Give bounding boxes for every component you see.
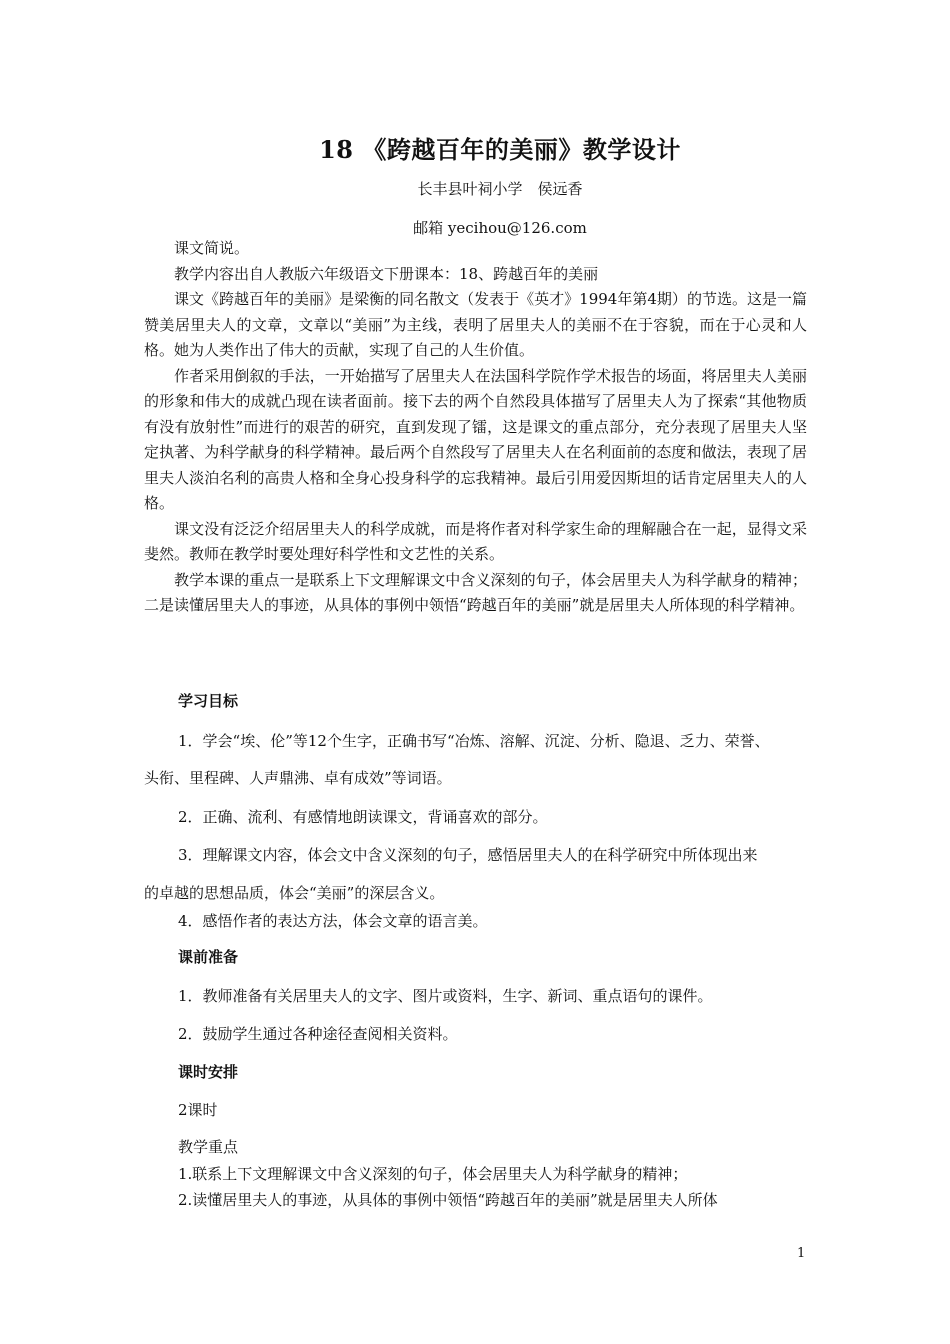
schedule-value: 2课时 xyxy=(178,1101,218,1119)
goal-item-1-line-2: 头衔、里程碑、人声鼎沸、卓有成效”等词语。 xyxy=(144,769,452,787)
email-line: 邮箱 yecihou@126.com xyxy=(413,219,587,237)
goal-item-2: 2．正确、流利、有感情地朗读课文，背诵喜欢的部分。 xyxy=(178,808,548,826)
goal-item-3-line-1: 3．理解课文内容，体会文中含义深刻的句子，感悟居里夫人的在科学研究中所体现出来 xyxy=(178,846,758,864)
intro-paragraph: 课文《跨越百年的美丽》是梁衡的同名散文（发表于《英才》1994年第4期）的节选。这是一篇赞美居里夫人的文章，文章以“美丽”为主线，表明了居里夫人的美丽不在于容貌，而在于心灵和人格。她为人类作出了伟大的贡献，实现了自己的人生价值。 xyxy=(144,290,807,359)
focus-item-2: 2.读懂居里夫人的事迹，从具体的事例中领悟“跨越百年的美丽”就是居里夫人所体 xyxy=(178,1191,718,1209)
prep-heading: 课前准备 xyxy=(178,948,239,966)
intro-paragraph: 作者采用倒叙的手法，一开始描写了居里夫人在法国科学院作学术报告的场面，将居里夫人美丽的形象和伟大的成就凸现在读者面前。接下去的两个自然段具体描写了居里夫人为了探索“其他物质有没有放射性”而进行的艰苦的研究，直到发现了镭，这是课文的重点部分，充分表现了居里夫人坚定执著、为科学献身的科学精神。最后两个自然段写了居里夫人在名利面前的态度和做法，表现了居里夫人淡泊名利的高贵人格和全身心投身科学的忘我精神。最后引用爱因斯坦的话肯定居里夫人的人格。 xyxy=(144,366,807,512)
focus-heading: 教学重点 xyxy=(178,1138,239,1156)
document-title: 18 《跨越百年的美丽》教学设计 xyxy=(319,135,681,164)
prep-item-1: 1．教师准备有关居里夫人的文字、图片或资料，生字、新词、重点语句的课件。 xyxy=(178,987,713,1005)
intro-label: 课文简说。 xyxy=(174,239,250,257)
intro-paragraph: 教学本课的重点一是联系上下文理解课文中含义深刻的句子，体会居里夫人为科学献身的精神；二是读懂居里夫人的事迹，从具体的事例中领悟“跨越百年的美丽”就是居里夫人所体现的科学精神。 xyxy=(144,570,807,614)
intro-section xyxy=(144,236,807,619)
page-number: 1 xyxy=(797,1246,806,1261)
prep-item-2: 2．鼓励学生通过各种途径查阅相关资料。 xyxy=(178,1025,458,1043)
goals-heading: 学习目标 xyxy=(178,692,239,710)
author-line: 长丰县叶祠小学 侯远香 xyxy=(417,180,583,198)
goal-item-4: 4．感悟作者的表达方法，体会文章的语言美。 xyxy=(178,912,488,930)
intro-paragraph: 课文没有泛泛介绍居里夫人的科学成就，而是将作者对科学家生命的理解融合在一起，显得文采斐然。教师在教学时要处理好科学性和文艺性的关系。 xyxy=(144,519,807,563)
intro-paragraph: 教学内容出自人教版六年级语文下册课本：18、跨越百年的美丽 xyxy=(174,264,599,283)
focus-item-1: 1.联系上下文理解课文中含义深刻的句子，体会居里夫人为科学献身的精神； xyxy=(178,1165,688,1183)
goal-item-1-line-1: 1．学会“埃、伦”等12个生字，正确书写“冶炼、溶解、沉淀、分析、隐退、乏力、荣誉、 xyxy=(178,732,770,750)
goal-item-3-line-2: 的卓越的思想品质，体会“美丽”的深层含义。 xyxy=(144,884,445,902)
schedule-heading: 课时安排 xyxy=(178,1063,239,1081)
